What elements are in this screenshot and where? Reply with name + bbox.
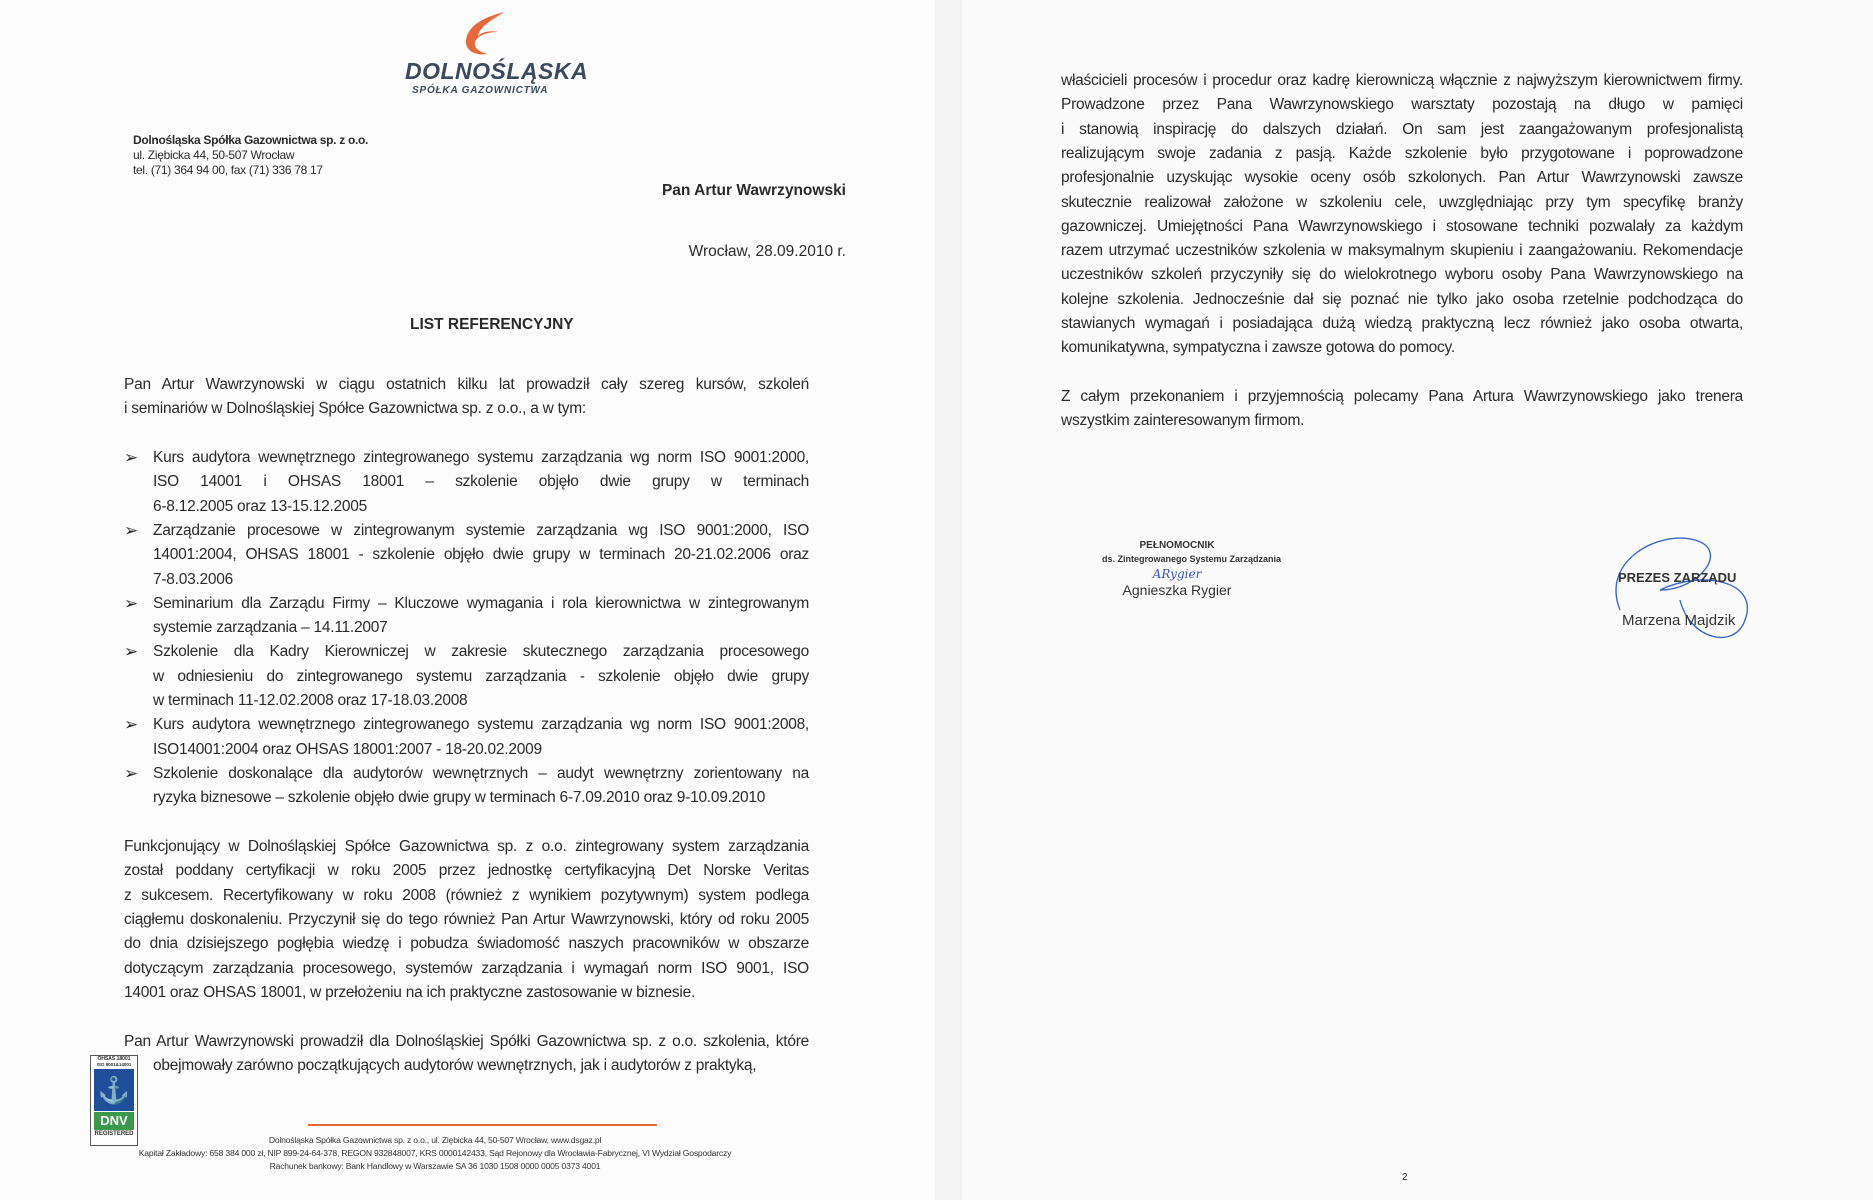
text-line: został poddany certyfikacji w roku 2005 przez jednostkę certyfikacyjną Det Norske Veritas [124,862,809,880]
letter-page-1 [0,0,935,1200]
letter-page-2 [962,0,1873,1200]
text-line: Pan Artur Wawrzynowski w ciągu ostatnich kilku lat prowadził cały szereg kursów, szkoleń [124,376,809,393]
sender-company: Dolnośląska Spółka Gazownictwa sp. z o.o. [133,133,369,147]
signer-unit: ds. Zintegrowanego Systemu Zarządzania [1102,554,1282,564]
text-line: komunikatywna, sympatyczna i zawsze gotowa do pomocy. [1061,339,1455,357]
bullet-arrow-icon: ➢ [124,642,139,662]
text-line: do dnia dzisiejszego pogłębia wiedzę i pobudza świadomość naszych pracowników w obszarze [124,935,809,953]
text-line: kolejne szkolenia. Jednocześnie dał się poznać nie tylko jako osoba rzetelnie podchodząca do [1061,290,1743,308]
text-line: ciągłemu doskonaleniu. Przyczynił się do tego również Pan Artur Wawrzynowski, który od roku 2005 [124,910,809,928]
bullet-arrow-icon: ➢ [124,593,139,613]
logo-subtitle: SPÓŁKA GAZOWNICTWA [412,85,549,96]
text-line: Seminarium dla Zarządu Firmy – Kluczowe wymagania i rola kierownictwa w zintegrowanym [153,594,809,612]
text-line: i seminariów w Dolnośląskiej Spółce Gazownictwa sp. z o.o., a w tym: [124,400,586,418]
text-line: skutecznie realizował założone w szkoleniu cele, uwzględniając przy tym specyfikę branży [1061,193,1743,211]
signer-role: PEŁNOMOCNIK [1139,540,1215,551]
text-line: realizującym swoje zadania z pasją. Każde szkolenie było przygotowane i poprowadzone [1061,144,1743,162]
handwritten-signature: ARygier [1152,567,1202,581]
text-line: Z całym przekonaniem i przyjemnością polecamy Pana Artura Wawrzynowskiego jako trenera [1061,388,1743,405]
letter-title: LIST REFERENCYJNY [410,316,574,333]
text-line: Kurs audytora wewnętrznego zintegrowanego systemu zarządzania wg norm ISO 9001:2000, [153,449,809,466]
cert-label: OHSAS 18001 [97,1056,131,1062]
flame-logo-icon [458,10,508,60]
bullet-arrow-icon: ➢ [124,715,139,735]
text-line: wszystkim zainteresowanym firmom. [1061,412,1305,430]
text-line: Pan Artur Wawrzynowski prowadził dla Dolnośląskiej Spółki Gazownictwa sp. z o.o. szkolenia, które [124,1033,809,1050]
text-line: stawianych wymagań i posiadająca dużą wiedzą praktyczną lecz również jako osoba otwarta, [1061,315,1743,332]
text-line: 14001:2004, OHSAS 18001 - szkolenie objęło dwie grupy w terminach 20-21.02.2006 oraz [153,546,809,564]
text-line: gazowniczej. Umiejętności Pana Wawrzynowskiego i stosowane techniki pozwalały za każdym [1061,217,1743,235]
signer-role: PREZES ZARZĄDU [1618,570,1737,585]
signature-block-plenipotentiary [1102,540,1282,598]
dnv-certification-logo [90,1055,138,1146]
text-line: z sukcesem. Recertyfikowany w roku 2008 (również z wynikiem pozytywnym) system podlega [124,886,809,904]
signer-name: Agnieszka Rygier [1122,582,1232,598]
bullet-arrow-icon: ➢ [124,448,139,467]
text-line: w terminach 11-12.02.2008 oraz 17-18.03.2008 [153,692,468,709]
text-line: ISO 14001 i OHSAS 18001 – szkolenie objęło dwie grupy w terminach [153,473,809,491]
sender-street: ul. Ziębicka 44, 50-507 Wrocław [133,148,295,162]
text-line: Kurs audytora wewnętrznego zintegrowanego systemu zarządzania wg norm ISO 9001:2008, [153,716,809,734]
letter-date: Wrocław, 28.09.2010 r. [688,243,846,260]
text-line: 6-8.12.2005 oraz 13-15.12.2005 [153,497,367,515]
text-line: razem utrzymać uczestników szkolenia w maksymalnym skupieniu i zaangażowaniu. Rekomendacje [1061,242,1743,260]
text-line: obejmowały zarówno początkujących audytorów wewnętrznych, jak i audytorów z praktyką, [153,1057,757,1075]
text-line: Prowadzone przez Pana Wawrzynowskiego warsztaty pozostają na długo w pamięci [1061,96,1743,114]
text-line: systemie zarządzania – 14.11.2007 [153,619,388,637]
sender-address [133,133,368,178]
footer-line: Rachunek bankowy: Bank Handlowy w Warszawie SA 36 1030 1508 0000 0005 0373 4001 [269,1161,601,1171]
bullet-arrow-icon: ➢ [124,520,139,540]
cert-label: REGISTERED [94,1131,134,1137]
footer-line: Kapitał Zakładowy: 658 384 000 zł, NIP 899-24-64-378, REGON 932848007, KRS 0000142433, Sąd Rejonowy dla Wrocławia-Fabrycznej, VI Wydział Gospodarczy [138,1148,732,1158]
footer-line: Dolnośląska Spółka Gazownictwa sp. z o.o., ul. Ziębicka 44, 50-507 Wrocław, www.dsgaz.pl [268,1135,602,1145]
text-line: Szkolenie dla Kadry Kierowniczej w zakresie skutecznego zarządzania procesowego [153,643,809,661]
text-line: Funkcjonujący w Dolnośląskiej Spółce Gazownictwa sp. z o.o. zintegrowany system zarządzania [124,838,809,855]
text-line: dotyczącym zarządzania procesowego, systemów zarządzania i wymagań norm ISO 9001, ISO [124,959,809,977]
text-line: Zarządzanie procesowe w zintegrowanym systemie zarządzania wg ISO 9001:2000, ISO [153,521,809,539]
bullet-arrow-icon: ➢ [124,763,139,783]
text-line: uczestników szkoleń przyczyniły się do wielokrotnego wyboru osoby Pana Wawrzynowskiego na [1061,266,1743,284]
text-line: ryzyka biznesowe – szkolenie objęło dwie grupy w terminach 6-7.09.2010 oraz 9-10.09.2010 [153,789,766,807]
text-line: 14001 oraz OHSAS 18001, w przełożeniu na ich praktyczne zastosowanie w biznesie. [124,983,696,1001]
footer-divider [308,1124,657,1126]
text-line: profesjonalnie uzyskując wysokie oceny osób szkolonych. Pan Artur Wawrzynowski zawsze [1061,169,1743,187]
text-line: i stanowią inspirację do dalszych działań. On sam jest zaangażowanym profesjonalistą [1061,120,1743,138]
cert-brand: DNV [94,1112,134,1130]
recipient: Pan Artur Wawrzynowski [661,182,846,199]
logo-name: DOLNOŚLĄSKA [405,58,589,84]
signature-block-president [1600,530,1760,645]
text-line: Szkolenie doskonalące dla audytorów wewnętrznych – audyt wewnętrzny zorientowany na [153,764,809,782]
sender-phone: tel. (71) 364 94 00, fax (71) 336 78 17 [133,163,323,177]
page-number: 2 [1402,1172,1408,1183]
cert-label: ISO 9001&14001 [96,1062,132,1067]
text-line: ISO14001:2004 oraz OHSAS 18001:2007 - 18-20.02.2009 [153,740,542,758]
text-line: 7-8.03.2006 [153,570,233,588]
text-line: właścicieli procesów i procedur oraz kadrę kierowniczą włącznie z najwyższym kierownictwem firmy. [1061,72,1743,89]
text-line: w odniesieniu do zintegrowanego systemu zarządzania - szkolenie objęło dwie grupy [153,667,809,685]
signer-name: Marzena Majdzik [1622,612,1736,629]
anchor-icon: ⚓ [94,1069,134,1111]
